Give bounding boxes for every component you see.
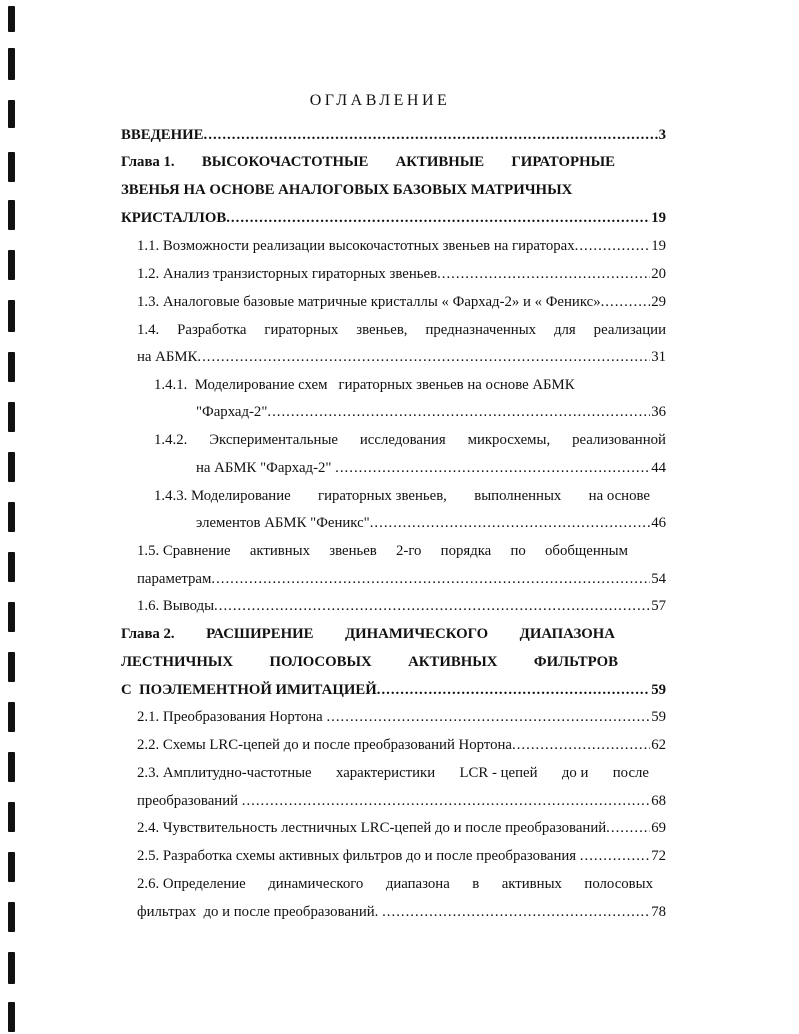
leader-dots (197, 347, 650, 367)
toc-entry-2-2[interactable] (137, 735, 666, 755)
toc-entry-page: 31 (651, 349, 666, 365)
leader-dots (370, 513, 650, 533)
toc-chapter-1-line2: ЗВЕНЬЯ НА ОСНОВЕ АНАЛОГОВЫХ БАЗОВЫХ МАТРИЧНЫХ (121, 182, 573, 198)
toc-entry-1-4-1[interactable]: 1.4.1. Моделирование схем гираторных звеньев на основе АБМК (154, 377, 575, 393)
toc-entry-intro[interactable] (121, 125, 666, 145)
toc-entry-page: 29 (651, 294, 666, 310)
toc-chapter-2-line3[interactable] (121, 680, 666, 700)
toc-entry-1-5-cont[interactable] (137, 569, 666, 589)
toc-entry-2-3-cont[interactable] (137, 791, 666, 811)
toc-word: гираторных звеньев, (318, 488, 447, 504)
toc-entry-1-4-2-cont[interactable] (196, 458, 666, 478)
toc-word: АКТИВНЫХ (408, 654, 498, 670)
toc-word: диапазона (385, 876, 450, 892)
leader-dots (267, 402, 650, 422)
toc-entry-page: 20 (651, 266, 666, 282)
toc-word: ДИАПАЗОНА (519, 626, 615, 642)
toc-word: порядка (440, 543, 492, 559)
toc-word: РАСШИРЕНИЕ (206, 626, 314, 642)
scan-mark (8, 48, 15, 80)
toc-word: ДИНАМИЧЕСКОГО (344, 626, 489, 642)
leader-dots (226, 208, 650, 228)
toc-entry-1-4-2[interactable] (154, 430, 666, 450)
scan-mark (8, 6, 15, 32)
toc-entry-1-3[interactable] (137, 292, 666, 312)
toc-word: 1.5. Сравнение (137, 543, 231, 559)
toc-word: ГИРАТОРНЫЕ (511, 154, 615, 170)
scan-mark (8, 702, 15, 732)
toc-word: Экспериментальные (209, 432, 338, 448)
toc-entry-1-4-1-cont[interactable] (196, 402, 666, 422)
toc-word: 1.4. (137, 322, 160, 338)
toc-word: микросхемы, (467, 432, 551, 448)
toc-word: выполненных (474, 488, 562, 504)
toc-chapter-1-line3[interactable] (121, 208, 666, 228)
scan-mark (8, 502, 15, 532)
toc-word: ПОЛОСОВЫХ (269, 654, 372, 670)
leader-dots (437, 264, 650, 284)
toc-entry-2-6-cont[interactable] (137, 902, 666, 922)
toc-word: активных (501, 876, 562, 892)
toc-word: 2-го (396, 543, 422, 559)
leader-dots (580, 846, 650, 866)
toc-entry-text: элементов АБМК "Феникс" (196, 515, 370, 531)
scan-mark (8, 1002, 15, 1032)
toc-word: исследования (359, 432, 446, 448)
leader-dots (606, 818, 650, 838)
scan-mark (8, 402, 15, 432)
toc-entry-1-5[interactable] (137, 541, 628, 561)
scan-mark (8, 552, 15, 582)
toc-entry-page: 19 (651, 238, 666, 254)
leader-dots (326, 707, 650, 727)
scan-mark (8, 352, 15, 382)
toc-word: реализованной (572, 432, 666, 448)
toc-entry-text: 2.5. Разработка схемы активных фильтров до и после преобразования (137, 848, 580, 864)
toc-entry-2-1[interactable] (137, 707, 666, 727)
scan-mark (8, 752, 15, 782)
leader-dots (211, 569, 650, 589)
toc-entry-2-4[interactable] (137, 818, 666, 838)
scan-mark (8, 602, 15, 632)
toc-entry-text: на АБМК "Фархад-2" (196, 460, 336, 476)
toc-entry-text: 1.6. Выводы (137, 598, 215, 614)
toc-entry-text: 1.3. Аналоговые базовые матричные кристаллы « Фархад-2» и « Феникс» (137, 294, 601, 310)
toc-entry-page: 36 (651, 404, 666, 420)
toc-entry-page: 59 (651, 709, 666, 725)
toc-entry-text: преобразований (137, 793, 242, 809)
toc-entry-text: фильтрах до и после преобразований. (137, 904, 383, 920)
toc-word: по (510, 543, 526, 559)
toc-word: до и (561, 765, 589, 781)
leader-dots (204, 125, 658, 145)
toc-entry-1-4-cont[interactable] (137, 347, 666, 367)
toc-entry-text: КРИСТАЛЛОВ (121, 210, 227, 226)
toc-word: LCR - цепей (459, 765, 538, 781)
toc-entry-page: 44 (651, 460, 666, 476)
toc-entry-1-2[interactable] (137, 264, 666, 284)
toc-word: ВЫСОКОЧАСТОТНЫЕ (201, 154, 369, 170)
leader-dots (601, 292, 651, 312)
leader-dots (575, 236, 651, 256)
scan-mark (8, 952, 15, 984)
scan-mark (8, 802, 15, 832)
scan-edge-marks (0, 0, 20, 1034)
toc-entry-text: 1.1. Возможности реализации высокочастотных звеньев на гираторах (137, 238, 575, 254)
leader-dots (335, 458, 650, 478)
toc-word: в (472, 876, 480, 892)
toc-entry-text: "Фархад-2" (196, 404, 268, 420)
scan-mark (8, 852, 15, 882)
toc-word: характеристики (335, 765, 436, 781)
toc-entry-text: 1.2. Анализ транзисторных гираторных звеньев (137, 266, 438, 282)
toc-word: Разработка (177, 322, 247, 338)
toc-entry-page: 3 (658, 127, 666, 143)
leader-dots (242, 791, 650, 811)
toc-word: звеньев, (356, 322, 408, 338)
scan-mark (8, 902, 15, 932)
toc-entry-2-3[interactable] (137, 763, 649, 783)
toc-word: 1.4.2. (154, 432, 188, 448)
toc-entry-text: на АБМК (137, 349, 198, 365)
leader-dots (377, 680, 650, 700)
toc-entry-text: ВВЕДЕНИЕ (121, 127, 204, 143)
toc-entry-page: 57 (651, 598, 666, 614)
toc-entry-1-6[interactable] (137, 596, 666, 616)
toc-entry-2-5[interactable] (137, 846, 666, 866)
toc-word: гираторных (264, 322, 339, 338)
toc-word: ЛЕСТНИЧНЫХ (121, 654, 234, 670)
toc-entry-text: С ПОЭЛЕМЕНТНОЙ ИМИТАЦИЕЙ (121, 682, 377, 698)
toc-word: на основе (588, 488, 650, 504)
toc-entry-2-6[interactable] (137, 874, 653, 894)
toc-word: 2.3. Амплитудно-частотные (137, 765, 312, 781)
toc-word: активных (249, 543, 311, 559)
toc-entry-page: 59 (651, 682, 666, 698)
toc-chapter-2-line2 (121, 652, 618, 672)
toc-entry-1-4[interactable] (137, 320, 666, 340)
scan-mark (8, 200, 15, 230)
toc-entry-page: 54 (651, 571, 666, 587)
toc-entry-text: 2.1. Преобразования Нортона (137, 709, 327, 725)
toc-entry-page: 78 (651, 904, 666, 920)
toc-word: для (554, 322, 576, 338)
scan-mark (8, 652, 15, 682)
toc-entry-1-1[interactable] (137, 236, 666, 256)
toc-word: предназначенных (425, 322, 537, 338)
toc-entry-1-4-3[interactable] (154, 486, 650, 506)
toc-word: после (612, 765, 649, 781)
toc-entry-page: 68 (651, 793, 666, 809)
toc-word: обобщенным (545, 543, 628, 559)
toc-word: 1.4.3. Моделирование (154, 488, 291, 504)
toc-word: Глава 1. (121, 154, 175, 170)
toc-word: Глава 2. (121, 626, 175, 642)
scan-mark (8, 250, 15, 280)
toc-chapter-2-heading[interactable] (121, 624, 615, 644)
scan-mark (8, 300, 15, 332)
toc-word: звеньев (329, 543, 377, 559)
toc-entry-page: 72 (651, 848, 666, 864)
toc-entry-page: 19 (651, 210, 666, 226)
leader-dots (512, 735, 650, 755)
toc-entry-page: 62 (651, 737, 666, 753)
toc-entry-text: параметрам (137, 571, 212, 587)
page-title: ОГЛАВЛЕНИЕ (309, 92, 451, 109)
toc-word: динамического (268, 876, 364, 892)
toc-entry-text: 2.2. Схемы LRC-цепей до и после преобразований Нортона (137, 737, 513, 753)
toc-entry-page: 69 (651, 820, 666, 836)
toc-word: 2.6. Определение (137, 876, 246, 892)
leader-dots (382, 902, 650, 922)
toc-word: полосовых (584, 876, 653, 892)
scan-mark (8, 152, 15, 182)
scan-mark (8, 452, 15, 482)
toc-word: ФИЛЬТРОВ (533, 654, 618, 670)
toc-word: реализации (593, 322, 666, 338)
toc-entry-page: 46 (651, 515, 666, 531)
toc-entry-text: 2.4. Чувствительность лестничных LRC-цепей до и после преобразований (137, 820, 607, 836)
leader-dots (214, 596, 650, 616)
toc-word: АКТИВНЫЕ (395, 154, 485, 170)
toc-entry-1-4-3-cont[interactable] (196, 513, 666, 533)
toc-chapter-1-heading[interactable] (121, 152, 615, 172)
